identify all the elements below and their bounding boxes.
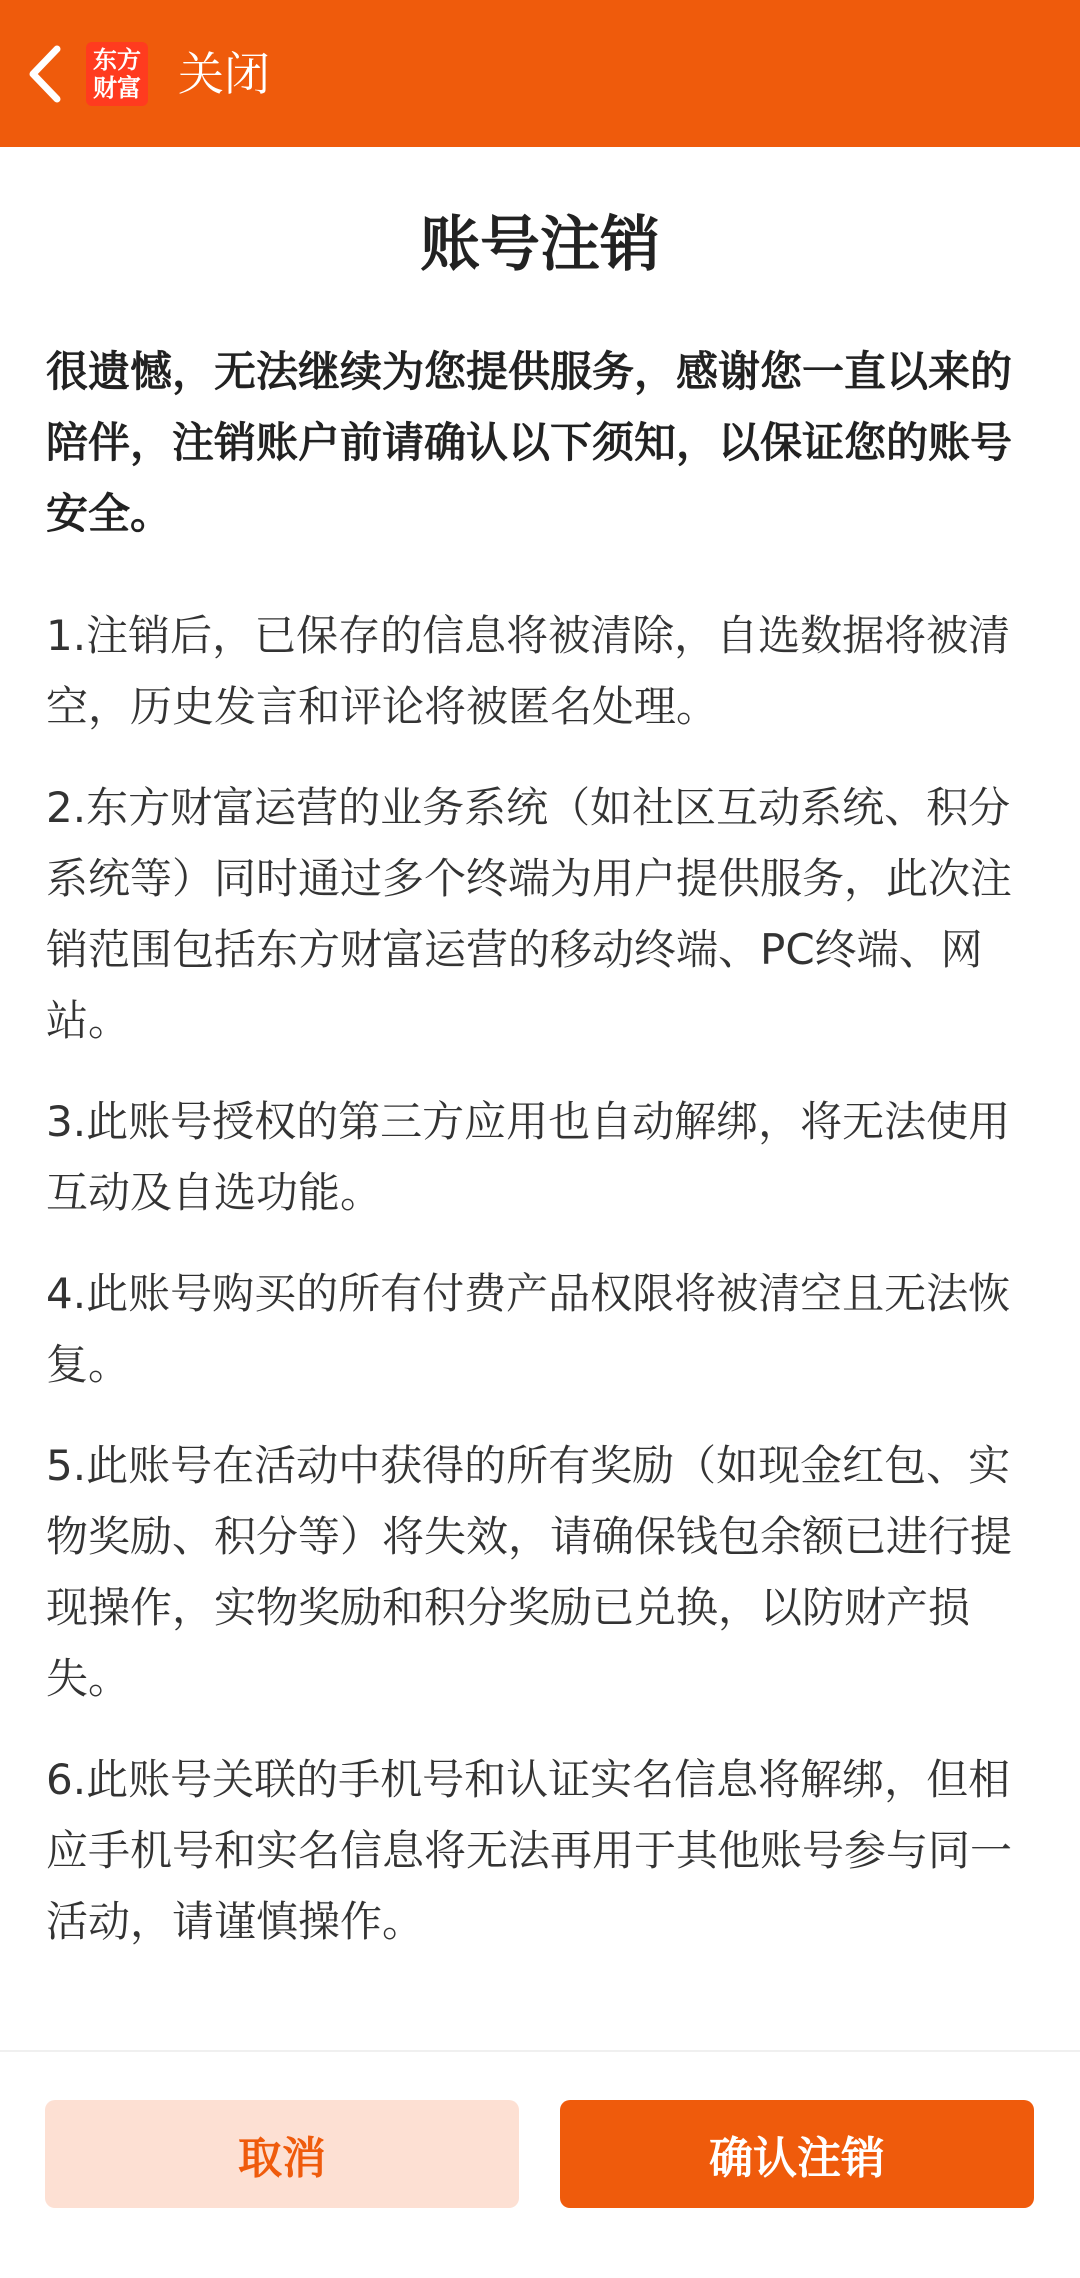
notice-item-3: 3.此账号授权的第三方应用也自动解绑，将无法使用互动及自选功能。 bbox=[46, 1097, 1011, 1217]
top-bar bbox=[0, 0, 1080, 147]
logo-line-2: 财富 bbox=[93, 74, 141, 102]
back-button[interactable] bbox=[20, 44, 70, 104]
close-button[interactable]: 关闭 bbox=[178, 47, 270, 101]
notice-item-5: 5.此账号在活动中获得的所有奖励（如现金红包、实物奖励、积分等）将失效，请确保钱包余额已进行提现操作，实物奖励和积分奖励已兑换，以防财产损失。 bbox=[46, 1441, 1013, 1703]
intro-text: 很遗憾，无法继续为您提供服务，感谢您一直以来的陪伴，注销账户前请确认以下须知，以保证您的账号安全。 bbox=[46, 347, 1013, 538]
chevron-left-icon bbox=[27, 45, 63, 103]
confirm-deregister-button[interactable]: 确认注销 bbox=[560, 2100, 1034, 2208]
notice-item-2: 2.东方财富运营的业务系统（如社区互动系统、积分系统等）同时通过多个终端为用户提供服务，此次注销范围包括东方财富运营的移动终端、PC终端、网站。 bbox=[46, 783, 1013, 1045]
app-logo bbox=[86, 42, 148, 106]
logo-line-1: 东方 bbox=[93, 46, 141, 74]
bottom-divider bbox=[0, 2050, 1080, 2052]
cancel-button[interactable]: 取消 bbox=[45, 2100, 519, 2208]
notice-item-4: 4.此账号购买的所有付费产品权限将被清空且无法恢复。 bbox=[46, 1269, 1011, 1389]
page-title: 账号注销 bbox=[420, 210, 660, 280]
notice-item-6: 6.此账号关联的手机号和认证实名信息将解绑，但相应手机号和实名信息将无法再用于其他账号参与同一活动，请谨慎操作。 bbox=[46, 1755, 1013, 1946]
notice-list bbox=[46, 600, 1036, 1987]
notice-item-1: 1.注销后，已保存的信息将被清除，自选数据将被清空，历史发言和评论将被匿名处理。 bbox=[46, 611, 1011, 731]
